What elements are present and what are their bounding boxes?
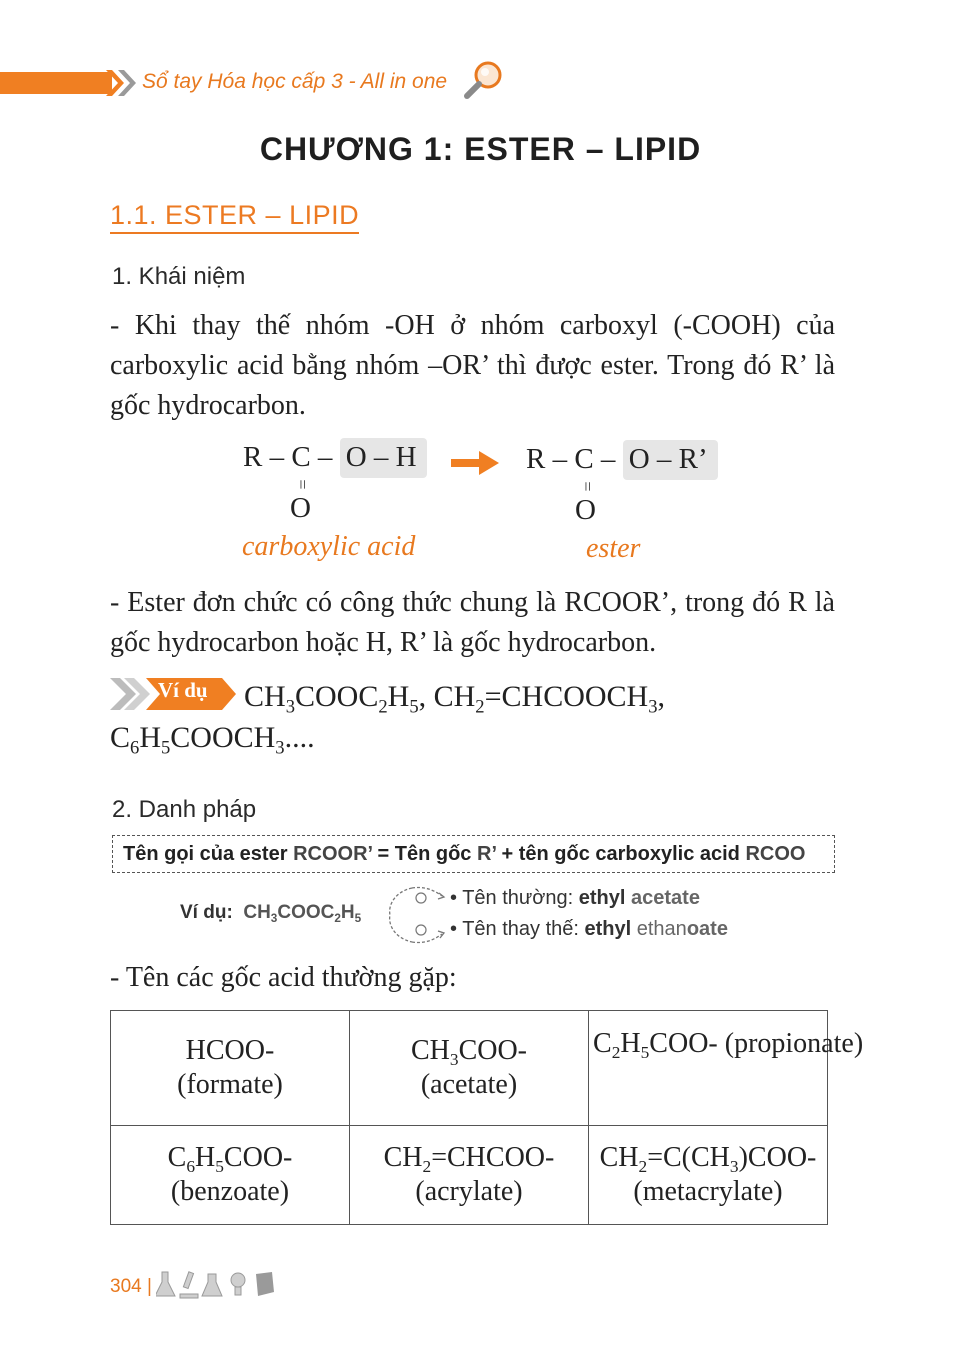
acid-radicals-table [110,1010,864,1225]
ester-oxygen: O [575,494,596,526]
table-cell [111,1126,350,1225]
table-cell [350,1126,589,1225]
naming-rule-box [112,835,835,873]
bracket-arrows-icon [384,884,452,946]
carboxylic-acid-label: carboxylic acid [242,531,416,562]
footer-icons [156,1268,280,1302]
acid-double-bond: = [292,479,313,490]
acid-formula: HCOO- [185,1035,275,1066]
ester-double-bond: = [577,481,598,492]
naming-rule: Tên gọi của ester RCOOR’ = Tên gốc R’ + tên gốc carboxylic acid RCOO [123,843,806,865]
flask-icon [156,1272,175,1296]
book-icon [256,1272,274,1296]
acid-formula: $CH_3COO-$ [410,1035,528,1070]
example-formula: $CH_3COOC_2H_5$ [243,902,362,926]
acid-formula: $CH_2=C(CH_3)COO-$ [599,1142,817,1177]
ester-backbone: R – C – [526,443,616,475]
arrow-right-icon [451,451,501,475]
acid-radicals-intro: - Tên các gốc acid thường gặp: [110,962,457,993]
subheading-concept: 1. Khái niệm [112,263,246,290]
acid-formula: $C_6H_5COO-$ [167,1142,293,1177]
subheading-nomenclature: 2. Danh pháp [112,796,257,823]
table-row [111,1011,828,1126]
acid-formula: $C_2H_5COO-$ (propionate) [593,1028,864,1063]
table-cell [589,1126,828,1225]
acid-name: (acrylate) [415,1176,523,1207]
paragraph-definition: - Khi thay thế nhóm -OH ở nhóm carboxyl (-COOH) của carboxylic acid bằng nhóm –OR’ thì được ester. Trong đó R’ là gốc hydrocarbon. [110,310,835,421]
chapter-title: CHƯƠNG 1: ESTER – LIPID [259,131,702,167]
example-badge-label: Ví dụ [158,678,208,702]
page-number: 304 | [110,1276,152,1297]
header-accent-bar [0,72,112,94]
ester-label: ester [586,533,641,564]
acid-hydroxyl-group: O – H [340,438,427,478]
nomenclature-example: Ví dụ: $CH_3COOC_2H_5$ [180,902,362,926]
table-cell [111,1011,350,1126]
systematic-name-line: • Tên thay thế: ethyl ethanoate [450,918,728,940]
acid-name: (metacrylate) [633,1176,783,1207]
acid-name: (benzoate) [170,1176,290,1207]
acid-oxygen: O [290,492,311,524]
acid-formula: $CH_2=CHCOO-$ [383,1142,555,1177]
paragraph-general-formula: - Ester đơn chức có công thức chung là RCOOR’, trong đó R là gốc hydrocarbon hoặc H, R’ là gốc hydrocarbon. [110,587,835,658]
magnifier-icon [462,58,506,102]
formula-methyl-acrylate: $CH_2=CHCOOCH_3$ [433,680,658,718]
table-cell [589,1011,864,1126]
microscope-icon [180,1272,198,1298]
section-title: 1.1. ESTER – LIPID [110,200,359,234]
table-cell [350,1011,589,1126]
formula-ethyl-acetate: $CH_3COOC_2H_5$ [244,680,419,718]
carboxylic-acid-structure [243,441,427,474]
acid-name: (acetate) [420,1069,518,1100]
formula-methyl-benzoate: $C_6H_5COOCH_3$ [110,721,285,759]
ester-alkoxy-group: O – R’ [623,440,718,480]
table-row [111,1126,828,1225]
common-name-line: • Tên thường: ethyl acetate [450,887,700,909]
double-chevron-icon [104,66,138,100]
book-title: Sổ tay Hóa học cấp 3 - All in one [142,70,448,93]
ester-structure [526,443,718,476]
example-formulas-line1: $CH_3COOC_2H_5$, $CH_2=CHCOOCH_3$, [244,680,665,718]
lightbulb-icon [231,1273,245,1295]
example-formulas-line2: $C_6H_5COOCH_3$.... [110,721,315,759]
acid-name: (formate) [177,1069,283,1100]
beaker-icon [202,1274,222,1296]
acid-backbone: R – C – [243,441,333,473]
